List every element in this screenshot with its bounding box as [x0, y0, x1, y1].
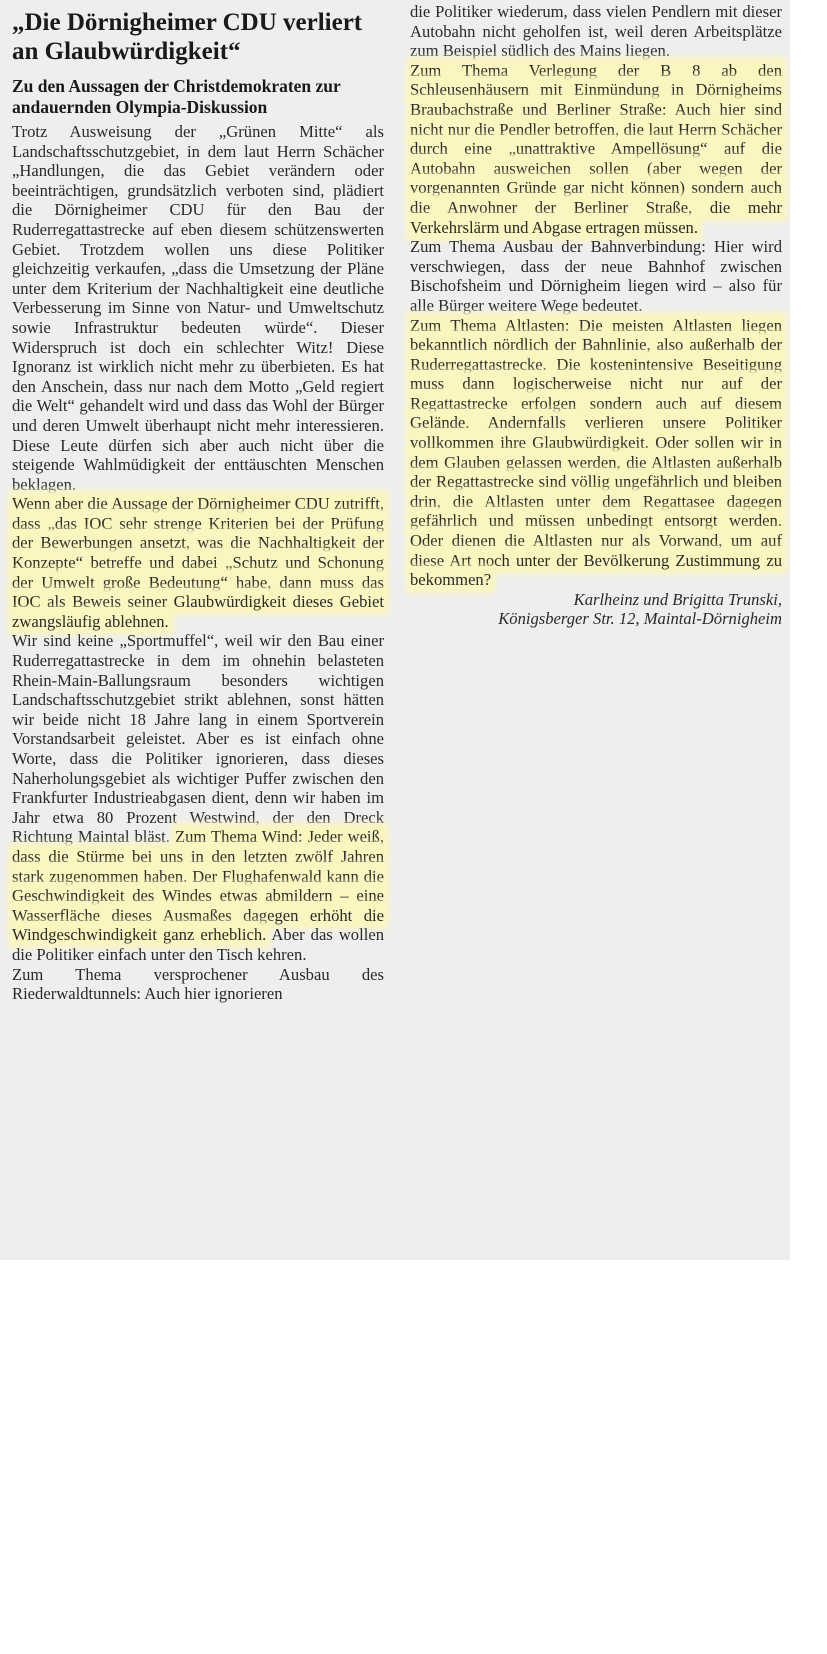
- paragraph-b8: [410, 61, 782, 237]
- highlighted-text-b8: Zum Thema Verlegung der B 8 ab den Schleusenhäusern mit Einmündung in Dörnigheims Braubachstraße und Berliner Straße: Auch hier sind nicht nur die Pendler betroffen, die laut Herrn Schächer durch eine „unattraktive Ampellösung“ auf die Autobahn ausweichen sollen (aber wegen der vorgenannten Gründe gar nicht können) sondern auch die Anwohner der Berliner Straße, die mehr Verkehrslärm und Abgase ertragen müssen.: [410, 60, 782, 237]
- paragraph-altlasten: [410, 316, 782, 590]
- paragraph-riederwald: Zum Thema versprochener Ausbau des Riederwaldtunnels: Auch hier ignorieren: [12, 964, 384, 1004]
- paragraph-ioc: [12, 494, 384, 631]
- paragraph-bahn: Zum Thema Ausbau der Bahnverbindung: Hier wird verschwiegen, dass der neue Bahnhof zwischen Bischofsheim und Dörnigheim liegen wird – also für alle Bürger weitere Wege bedeutet.: [410, 237, 782, 315]
- paragraph-sportmuffel-tail: Aber das wollen die Politiker einfach unter den Tisch kehren.: [12, 925, 384, 964]
- paragraph-sportmuffel: [12, 631, 384, 964]
- article-subhead: Zu den Aussagen der Christdemokraten zur andauernden Olympia-Diskussion: [12, 76, 341, 117]
- highlighted-text-ioc: Wenn aber die Aussage der Dörnigheimer CDU zutrifft, dass „das IOC sehr strenge Kriterien bei der Prüfung der Bewerbungen ansetzt, was die Nachhaltigkeit der Konzepte“ betreffe und dabei „Schutz und Schonung der Umwelt große Bedeutung“ habe, dann muss das IOC als Beweis seiner Glaubwürdigkeit dieses Gebiet zwangsläufig ablehnen.: [12, 494, 384, 631]
- signature-names: Karlheinz und Brigitta Trunski,: [573, 589, 782, 609]
- highlighted-text-wind: Zum Thema Wind: Jeder weiß, dass die Stürme bei uns in den letzten zwölf Jahren stark zugenommen haben. Der Flughafenwald kann die Geschwindigkeit des Windes etwas abmildern – eine Wasserfläche dieses Ausmaßes dagegen erhöht die Windgeschwindigkeit ganz erheblich.: [12, 827, 384, 945]
- paragraph-sportmuffel-text: Wir sind keine „Sportmuffel“, weil wir den Bau einer Ruderregattastrecke in dem im ohnehin belasteten Rhein-Main-Ballungsraum besonders wichtigen Landschaftsschutzgebiet strikt ablehnen, sonst hätten wir beide nicht 18 Jahre lang in einem Sportverein Vorstandsarbeit geleistet. Aber es ist einfach ohne Worte, dass die Politiker ignorieren, dass dieses Naherholungsgebiet als wichtiger Puffer zwischen den Frankfurter Industrieabgasen dient, denn wir haben im Jahr etwa 80 Prozent Westwind, der den Dreck Richtung Maintal bläst.: [12, 631, 384, 847]
- left-column: [12, 8, 384, 1004]
- signature-address: Königsberger Str. 12, Maintal-Dörnigheim: [498, 609, 782, 629]
- article-headline: „Die Dörnigheimer CDU verliert an Glaubwürdigkeit“: [12, 9, 363, 65]
- right-column: [410, 2, 782, 629]
- paragraph-intro: Trotz Ausweisung der „Grünen Mitte“ als Landschaftsschutzgebiet, in dem laut Herrn Schächer „Handlungen, die das Gebiet verändern oder beeinträchtigen, grundsätzlich verboten sind, plädiert die Dörnigheimer CDU für den Bau der Ruderregattastrecke auf eben diesem schützenswerten Gebiet. Trotzdem wollen uns diese Politiker gleichzeitig verkaufen, „dass die Umsetzung der Pläne unter dem Kriterium der Nachhaltigkeit eine deutliche Verbesserung im Sinne von Natur- und Umweltschutz sowie Infrastruktur bedeuten würde“. Dieser Widerspruch ist doch ein schlechter Witz! Diese Ignoranz ist wirklich nicht mehr zu überbieten. Es hat den Anschein, dass nur nach dem Motto „Geld regiert die Welt“ gehandelt wird und dass das Wohl der Bürger und deren Umwelt überhaupt nicht mehr interessieren. Diese Leute dürfen sich aber auch nicht über die steigende Wahlmüdigkeit der enttäuschten Menschen beklagen.: [12, 122, 384, 494]
- highlighted-text-altlasten: Zum Thema Altlasten: Die meisten Altlasten liegen bekanntlich nördlich der Bahnlinie, also außerhalb der Ruderregattastrecke. Die kostenintensive Beseitigung muss dann logischerweise nicht nur auf der Regattastrecke erfolgen sondern auch auf diesem Gelände. Andernfalls verlieren unsere Politiker vollkommen ihre Glaubwürdigkeit. Oder sollen wir in dem Glauben gelassen werden, die Altlasten außerhalb der Regattastrecke sind völlig ungefährlich und bleiben drin, die Altlasten unter dem Regattasee dagegen gefährlich und müssen unbedingt entsorgt werden. Oder dienen die Altlasten nur als Vorwand, um auf diese Art noch unter der Bevölkerung Zustimmung zu bekommen?: [410, 315, 782, 590]
- paragraph-pendler: die Politiker wiederum, dass vielen Pendlern mit dieser Autobahn nicht geholfen ist, weil deren Arbeitsplätze zum Beispiel südlich des Mains liegen.: [410, 2, 782, 61]
